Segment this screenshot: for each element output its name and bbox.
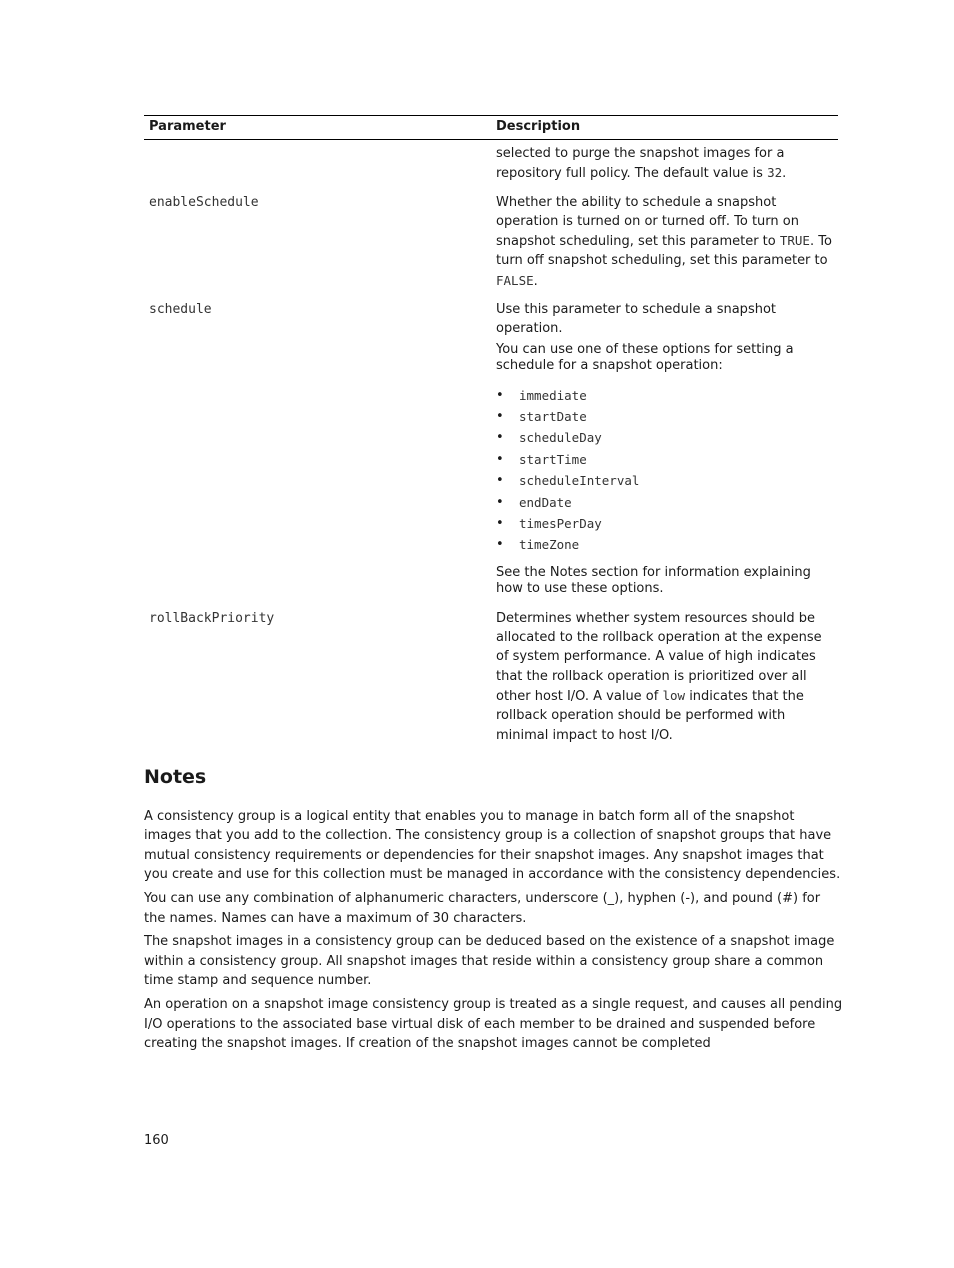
bullet-icon: • [496, 387, 504, 403]
description-paragraph: Use this parameter to schedule a snapshot operation. [496, 302, 777, 337]
option-code: immediate [519, 387, 587, 403]
default-value-code: 32 [767, 165, 783, 181]
description-text: Whether the ability to schedule a snapshot operation is turned on or turned off. To turn on snapshot scheduling, set this parameter to [496, 194, 799, 250]
true-code: TRUE [779, 233, 810, 249]
false-code: FALSE [496, 272, 534, 288]
list-item [496, 427, 833, 448]
bullet-icon: • [496, 516, 504, 532]
option-code: timeZone [519, 537, 580, 553]
bullet-icon: • [496, 409, 504, 425]
notes-body [144, 807, 844, 1058]
header-description: Description [491, 116, 838, 140]
description-cell [491, 140, 838, 193]
notes-paragraph: You can use any combination of alphanumeric characters, underscore (_), hyphen (-), and pound (#) for the names. Names can have a maximum of 30 characters. [144, 891, 821, 926]
description-text: selected to purge the snapshot images for a repository full policy. The default value is [496, 146, 785, 182]
notes-paragraph: An operation on a snapshot image consistency group is treated as a single request, and causes all pending I/O operations to the associated base virtual disk of each member to be drained and suspended before creating the snapshot images. If creation of the snapshot images cannot be completed [144, 997, 843, 1051]
param-cell-empty [144, 140, 491, 193]
notes-paragraph: The snapshot images in a consistency group can be deduced based on the existence of a snapshot image within a consistency group. All snapshot images that reside within a consistency group share a common time stamp and sequence number. [144, 934, 835, 989]
description-text: . To turn off snapshot scheduling, set this parameter to [496, 234, 832, 269]
option-code: startTime [519, 451, 587, 467]
description-text: . [782, 166, 787, 182]
list-item [496, 534, 833, 555]
description-text: indicates that the rollback operation should be performed with minimal impact to host I/O. [496, 688, 804, 743]
bullet-icon: • [496, 537, 504, 553]
table-row [144, 300, 838, 606]
param-rollback-priority: rollBackPriority [149, 610, 275, 626]
parameter-table [144, 115, 838, 745]
description-paragraph: You can use one of these options for setting a schedule for a snapshot operation: [496, 341, 794, 373]
option-code: timesPerDay [519, 516, 602, 532]
header-parameter: Parameter [144, 116, 491, 140]
description-cell [491, 606, 838, 745]
list-item [496, 406, 833, 427]
bullet-icon: • [496, 430, 504, 446]
description-cell [491, 300, 838, 606]
option-code: scheduleDay [519, 430, 602, 446]
low-code: low [662, 687, 686, 703]
bullet-icon: • [496, 473, 504, 489]
table-header-row [144, 116, 838, 140]
option-code: endDate [519, 494, 572, 510]
option-code: startDate [519, 409, 587, 425]
table-row [144, 606, 838, 745]
option-code: scheduleInterval [519, 473, 640, 489]
notes-paragraph: A consistency group is a logical entity that enables you to manage in batch form all of the snapshot images that you add to the collection. The consistency group is a collection of snapshot groups that have mutual consistency requirements or dependencies for their snapshot images. Any snapshot images that you create and use for this collection must be managed in accordance with the consistency dependencies. [144, 809, 841, 883]
table-row [144, 140, 838, 193]
page-number: 160 [144, 1133, 169, 1148]
description-cell [491, 193, 838, 300]
description-paragraph: See the Notes section for information explaining how to use these options. [496, 564, 811, 596]
description-text: . [533, 273, 538, 289]
list-item [496, 449, 833, 470]
table-row [144, 193, 838, 300]
list-item [496, 513, 833, 534]
parameter-table-container [144, 115, 838, 745]
param-enable-schedule: enableSchedule [149, 194, 259, 210]
param-schedule: schedule [149, 302, 212, 318]
bullet-icon: • [496, 451, 504, 467]
description-text: Determines whether system resources should be allocated to the rollback operation at the expense of system performance. A value of high indicates that the rollback operation is prioritized over all other host I/O. A value of [496, 610, 822, 704]
list-item [496, 492, 833, 513]
list-item [496, 470, 833, 491]
list-item [496, 385, 833, 406]
notes-heading: Notes [144, 766, 207, 788]
bullet-icon: • [496, 494, 504, 510]
schedule-options-list [496, 385, 833, 556]
